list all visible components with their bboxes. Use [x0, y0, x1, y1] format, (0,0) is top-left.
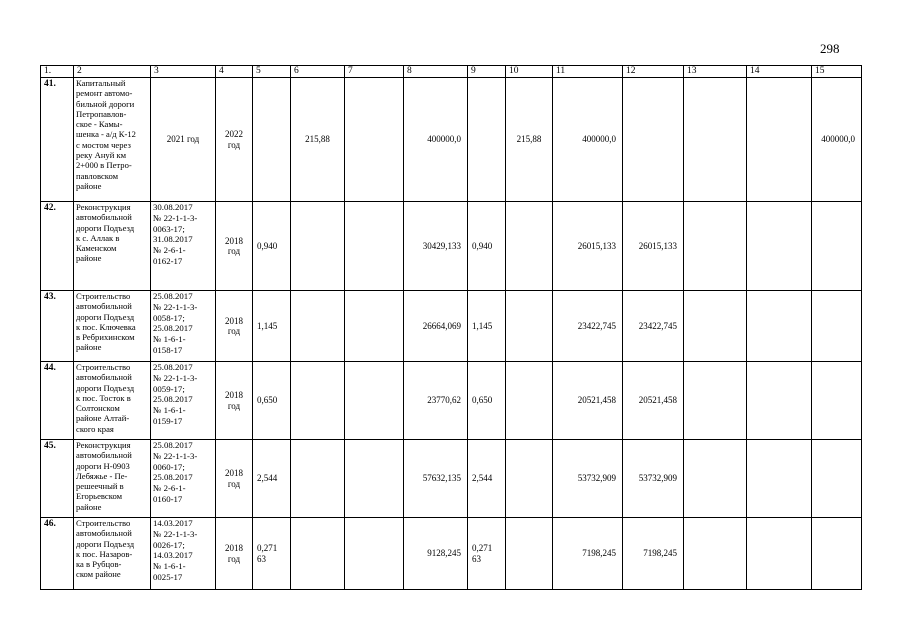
col9-cell: 0,271 63 — [468, 518, 506, 590]
col11-cell: 23422,745 — [553, 291, 623, 362]
col13-cell — [684, 440, 747, 518]
col14-cell — [747, 440, 812, 518]
col6-cell — [291, 518, 345, 590]
col12-cell: 23422,745 — [623, 291, 684, 362]
col7-cell — [345, 291, 404, 362]
row-number: 42. — [41, 202, 74, 291]
col8-cell: 9128,245 — [404, 518, 468, 590]
row-number: 41. — [41, 78, 74, 202]
col11-cell: 400000,0 — [553, 78, 623, 202]
col11-cell: 20521,458 — [553, 362, 623, 440]
col12-cell — [623, 78, 684, 202]
length-cell: 0,940 — [253, 202, 291, 291]
col8-cell: 400000,0 — [404, 78, 468, 202]
object-name: Строительство автомобильной дороги Подъезд к пос. Назаров- ка в Рубцов- ском районе — [74, 518, 151, 590]
commissioning-year: 2018 год — [216, 518, 253, 590]
col-header-7: 7 — [345, 66, 404, 78]
row-number: 46. — [41, 518, 74, 590]
col9-cell — [468, 78, 506, 202]
col14-cell — [747, 362, 812, 440]
col-header-2: 2 — [74, 66, 151, 78]
table-row — [41, 362, 862, 440]
col10-cell — [506, 362, 553, 440]
row-number: 45. — [41, 440, 74, 518]
col6-cell — [291, 291, 345, 362]
col9-cell: 1,145 — [468, 291, 506, 362]
col15-cell — [812, 291, 862, 362]
col14-cell — [747, 78, 812, 202]
col14-cell — [747, 202, 812, 291]
object-name: Капитальный ремонт автомо- бильной дороги Петропавлов- ское - Камы- шенка - а/д К-12 с мостом через реку Ануй км 2+000 в Петро- павловском районе — [74, 78, 151, 202]
col-header-14: 14 — [747, 66, 812, 78]
col6-cell: 215,88 — [291, 78, 345, 202]
approval-date: 25.08.2017 № 22-1-1-3- 0060-17; 25.08.2017 № 2-6-1- 0160-17 — [151, 440, 216, 518]
col-header-8: 8 — [404, 66, 468, 78]
col-header-13: 13 — [684, 66, 747, 78]
approval-date: 2021 год — [151, 78, 216, 202]
approval-date: 25.08.2017 № 22-1-1-3- 0059-17; 25.08.2017 № 1-6-1- 0159-17 — [151, 362, 216, 440]
col-header-4: 4 — [216, 66, 253, 78]
col9-cell: 0,650 — [468, 362, 506, 440]
col12-cell: 20521,458 — [623, 362, 684, 440]
col14-cell — [747, 291, 812, 362]
col7-cell — [345, 78, 404, 202]
col9-cell: 0,940 — [468, 202, 506, 291]
length-cell: 0,271 63 — [253, 518, 291, 590]
page-number: 298 — [820, 41, 840, 56]
approval-date: 25.08.2017 № 22-1-1-3- 0058-17; 25.08.2017 № 1-6-1- 0158-17 — [151, 291, 216, 362]
commissioning-year: 2018 год — [216, 440, 253, 518]
col-header-12: 12 — [623, 66, 684, 78]
commissioning-year: 2018 год — [216, 202, 253, 291]
col7-cell — [345, 518, 404, 590]
col13-cell — [684, 202, 747, 291]
column-number-row — [41, 66, 862, 78]
col-header-15: 15 — [812, 66, 862, 78]
col13-cell — [684, 291, 747, 362]
commissioning-year: 2018 год — [216, 291, 253, 362]
col15-cell — [812, 202, 862, 291]
table-row — [41, 78, 862, 202]
col11-cell: 26015,133 — [553, 202, 623, 291]
col8-cell: 26664,069 — [404, 291, 468, 362]
table-row — [41, 518, 862, 590]
col-header-3: 3 — [151, 66, 216, 78]
col6-cell — [291, 362, 345, 440]
road-projects-table — [40, 65, 862, 590]
col11-cell: 53732,909 — [553, 440, 623, 518]
col9-cell: 2,544 — [468, 440, 506, 518]
col15-cell — [812, 362, 862, 440]
col-header-1: 1. — [41, 66, 74, 78]
col12-cell: 7198,245 — [623, 518, 684, 590]
col-header-9: 9 — [468, 66, 506, 78]
object-name: Реконструкция автомобильной дороги Подъезд к с. Аллак в Каменском районе — [74, 202, 151, 291]
commissioning-year: 2018 год — [216, 362, 253, 440]
length-cell: 1,145 — [253, 291, 291, 362]
col-header-6: 6 — [291, 66, 345, 78]
col7-cell — [345, 440, 404, 518]
col7-cell — [345, 362, 404, 440]
col8-cell: 23770,62 — [404, 362, 468, 440]
col10-cell — [506, 518, 553, 590]
table-row — [41, 291, 862, 362]
length-cell: 2,544 — [253, 440, 291, 518]
length-cell — [253, 78, 291, 202]
col13-cell — [684, 78, 747, 202]
col15-cell — [812, 440, 862, 518]
commissioning-year: 2022 год — [216, 78, 253, 202]
object-name: Строительство автомобильной дороги Подъезд к пос. Ключевка в Ребрихинском районе — [74, 291, 151, 362]
col7-cell — [345, 202, 404, 291]
col12-cell: 53732,909 — [623, 440, 684, 518]
col6-cell — [291, 440, 345, 518]
col12-cell: 26015,133 — [623, 202, 684, 291]
approval-date: 30.08.2017 № 22-1-1-3- 0063-17; 31.08.2017 № 2-6-1- 0162-17 — [151, 202, 216, 291]
col10-cell — [506, 202, 553, 291]
col8-cell: 57632,135 — [404, 440, 468, 518]
col-header-10: 10 — [506, 66, 553, 78]
table-row — [41, 202, 862, 291]
col13-cell — [684, 518, 747, 590]
col8-cell: 30429,133 — [404, 202, 468, 291]
col10-cell — [506, 291, 553, 362]
col11-cell: 7198,245 — [553, 518, 623, 590]
col-header-11: 11 — [553, 66, 623, 78]
col6-cell — [291, 202, 345, 291]
col15-cell — [812, 518, 862, 590]
table-row — [41, 440, 862, 518]
row-number: 44. — [41, 362, 74, 440]
col13-cell — [684, 362, 747, 440]
row-number: 43. — [41, 291, 74, 362]
col14-cell — [747, 518, 812, 590]
col15-cell: 400000,0 — [812, 78, 862, 202]
col10-cell — [506, 440, 553, 518]
object-name: Строительство автомобильной дороги Подъезд к пос. Тосток в Солтонском районе Алтай- ского края — [74, 362, 151, 440]
object-name: Реконструкция автомобильной дороги Н-0903 Лебяжье - Пе- решеечный в Егорьевском районе — [74, 440, 151, 518]
col-header-5: 5 — [253, 66, 291, 78]
col10-cell: 215,88 — [506, 78, 553, 202]
length-cell: 0,650 — [253, 362, 291, 440]
approval-date: 14.03.2017 № 22-1-1-3- 0026-17; 14.03.2017 № 1-6-1- 0025-17 — [151, 518, 216, 590]
